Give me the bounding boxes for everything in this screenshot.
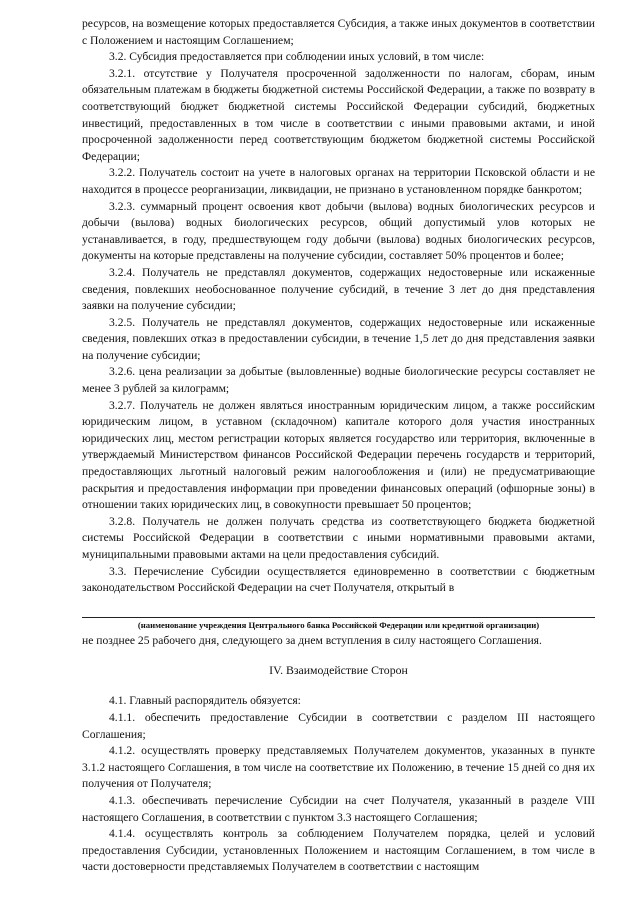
paragraph-4-1-4: 4.1.4. осуществлять контроль за соблюдением Получателем порядка, целей и условий предоставления Субсидии, установленных Положением и настоящим Соглашением, в том числе в части достоверности представляемых Получателем в соответствии с настоящим (82, 827, 595, 874)
paragraph-4-1-3: 4.1.3. обеспечивать перечисление Субсидии на счет Получателя, указанный в разделе VIII настоящего Соглашения, в соответствии с пунктом 3.3 настоящего Соглашения; (82, 793, 595, 824)
paragraph-3-2-3: 3.2.3. суммарный процент освоения квот добычи (вылова) водных биологических ресурсов и добычи (вылова) водных биологических ресурсов, общий допустимый улов которых не устанавливается, в году, предшествующем году добычи (вылова) водных биологических ресурсов, документы на которые представлены на получение субсидии, составляет 50% процентов и более; (82, 199, 595, 263)
paragraph-3-2-6: 3.2.6. цена реализации за добытые (выловленные) водные биологические ресурсы составляет не менее 3 рублей за килограмм; (82, 365, 595, 396)
paragraph-3-2-8: 3.2.8. Получатель не должен получать средства из соответствующего бюджета бюджетной системы Российской Федерации в соответствии с иными нормативными правовыми актами, муниципальными правовыми актами на цели предоставления субсидий. (82, 514, 595, 561)
section-heading: IV. Взаимодействие Сторон (269, 663, 408, 678)
paragraph-3-2-7: 3.2.7. Получатель не должен являться иностранным юридическим лицом, а также российским юридическим лицом, в уставном (складочном) капитале которого доля участия иностранных юридических лиц, местом регистрации которых является государство или территория, включенные в утверждаемый Министерством финансов Российской Федерации перечень государств и территорий, предоставляющих льготный налоговый режим налогообложения и (или) не предусматривающие раскрытия и предоставления информации при проведении финансовых операций (офшорные зоны) в отношении таких юридических лиц, в совокупности превышает 50 процентов; (82, 398, 595, 512)
paragraph-3-2-1: 3.2.1. отсутствие у Получателя просроченной задолженности по налогам, сборам, иным обязательным платежам в бюджеты бюджетной системы Российской Федерации, а также по возврату в соответствующий бюджет бюджетной системы Российской Федерации субсидий, бюджетных инвестиций, предоставленных в том числе в соответствии с иными правовыми актами, и иной просроченной задолженности перед соответствующим бюджетом бюджетной системы Российской Федерации; (82, 66, 595, 163)
bank-caption: (наименование учреждения Центрального банка Российской Федерации или кредитной организации) (137, 619, 540, 630)
paragraph-3-2-2: 3.2.2. Получатель состоит на учете в налоговых органах на территории Псковской области и не находится в процессе реорганизации, ликвидации, не признано в установленном порядке банкротом; (82, 166, 595, 196)
paragraph-4-1-2: 4.1.2. осуществлять проверку представляемых Получателем документов, указанных в пункте 3.1.2 настоящего Соглашения, в том числе на соответствие их Положению, в течение 15 дней со дня их получения от Получателя; (82, 744, 595, 791)
paragraph-3-2-5: 3.2.5. Получатель не представлял документов, содержащих недостоверные или искаженные сведения, повлекших отказ в предоставлении субсидии, в течение 1,5 лет до дня представления заявки на получение субсидии; (82, 315, 595, 362)
paragraph-intro: ресурсов, на возмещение которых предоставляется Субсидия, а также иных документов в соответствии с Положением и настоящим Соглашением; (82, 17, 595, 47)
paragraph-deadline: не позднее 25 рабочего дня, следующего за днем вступления в силу настоящего Соглашения. (82, 633, 542, 647)
paragraph-3-2-4: 3.2.4. Получатель не представлял документов, содержащих недостоверные или искаженные сведения, повлекших необоснованное получение субсидий, в течение 3 лет до дня представления заявки на получение субсидии; (82, 265, 595, 313)
paragraph-3-2: 3.2. Субсидия предоставляется при соблюдении иных условий, в том числе: (109, 50, 485, 64)
paragraph-3-3: 3.3. Перечисление Субсидии осуществляется единовременно в соответствии с бюджетным законодательством Российской Федерации на счет Получателя, открытый в (82, 564, 595, 595)
document-page (82, 16, 595, 876)
paragraph-4-1-1: 4.1.1. обеспечить предоставление Субсидии в соответствии с разделом III настоящего Соглашения; (82, 710, 595, 741)
paragraph-4-1: 4.1. Главный распорядитель обязуется: (109, 694, 301, 708)
fill-in-line (82, 617, 595, 618)
